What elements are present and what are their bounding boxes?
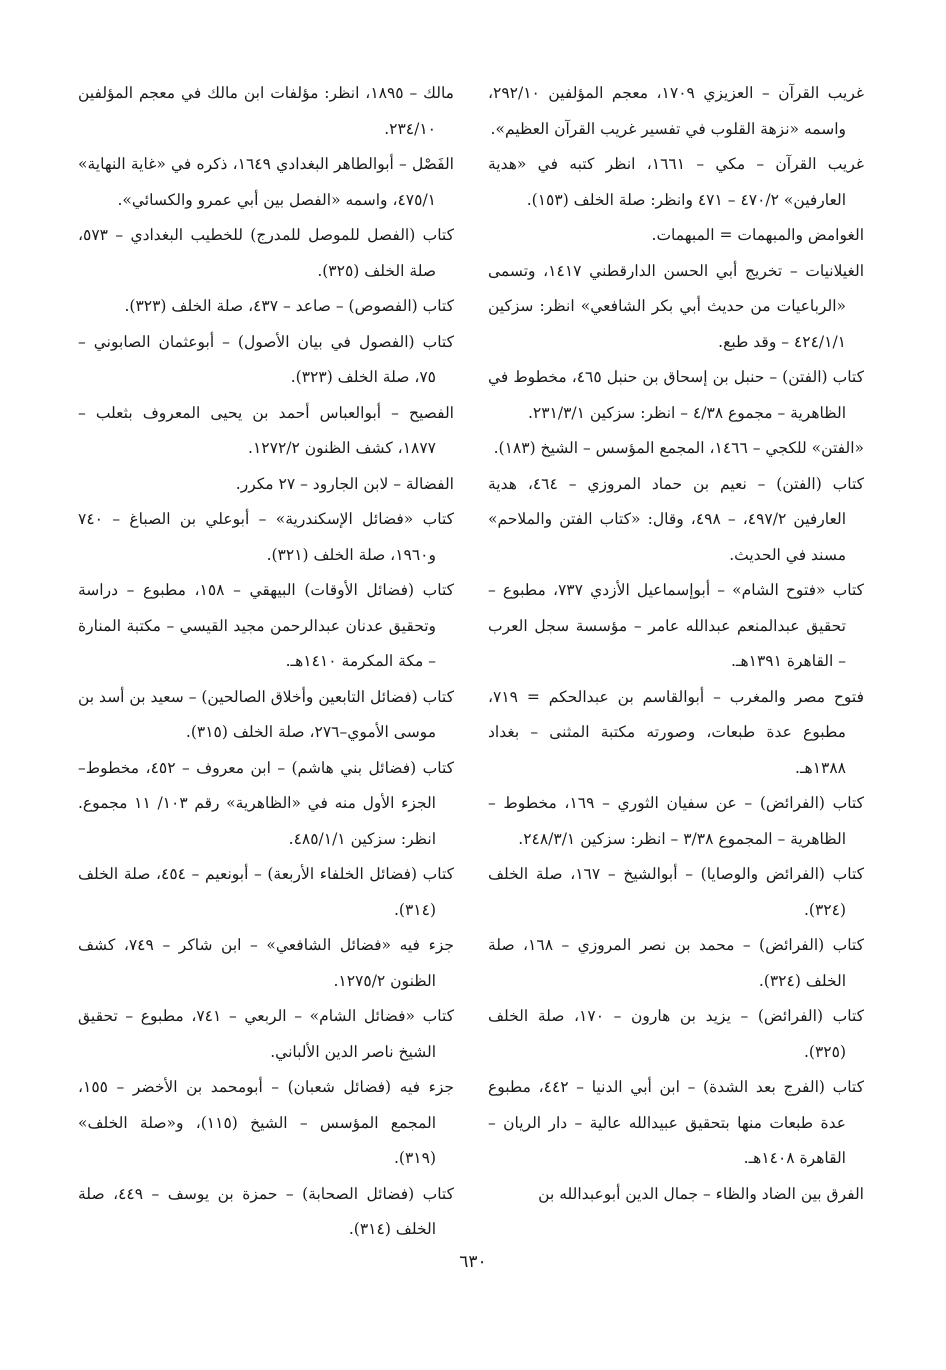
entry: كتاب «فتوح الشام» – أبوإسماعيل الأزدي ٧٣٧، مطبوع – تحقيق عبدالمنعم عبدالله عامر – مؤسسة سجل العرب – القاهرة ١٣٩١هـ. — [488, 581, 865, 670]
entry: كتاب (الفرائض) – يزيد بن هارون – ١٧٠، صلة الخلف (٣٢٥). — [488, 1007, 864, 1061]
entry: كتاب (الفصوص) – صاعد – ٤٣٧، صلة الخلف (٣٢٣). — [124, 297, 454, 315]
page-number: ٦٣٠ — [459, 1252, 487, 1272]
entry: الفرق بين الضاد والظاء – جمال الدين أبوعبدالله بن — [538, 1184, 864, 1203]
entry: الفصيح – أبوالعباس أحمد بن يحيى المعروف بثعلب – ١٨٧٧، كشف الظنون ١٢٧٢/٢. — [78, 403, 454, 457]
entry: مالك – ١٨٩٥، انظر: مؤلفات ابن مالك في معجم المؤلفين ٢٣٤/١٠. — [78, 84, 454, 138]
entry: الفضالة – لابن الجارود – ٢٧ مكرر. — [235, 474, 454, 493]
left-column — [78, 76, 454, 1248]
entry: كتاب (الفصل للموصل للمدرج) للخطيب البغدادي – ٥٧٣، صلة الخلف (٣٢٥). — [78, 226, 454, 280]
entry: كتاب (الفتن) – نعيم بن حماد المروزي – ٤٦٤، هدية العارفين ٤٩٧/٢، – ٤٩٨، وقال: «كتاب الفتن والملاحم» مسند في الحديث. — [488, 474, 865, 564]
entry: الغيلانيات – تخريج أبي الحسن الدارقطني ١٤١٧، وتسمى «الرباعيات من حديث أبي بكر الشافعي» انظر: سزكين ٤٢٤/١/١ – وقد طبع. — [488, 261, 864, 351]
entry: كتاب (الفرائض) – عن سفيان الثوري – ١٦٩، مخطوط – الظاهرية – المجموع ٣/٣٨ – انظر: سزكين ٢٤٨/٣/١. — [488, 794, 864, 848]
entry: كتاب (فضائل الصحابة) – حمزة بن يوسف – ٤٤٩، صلة الخلف (٣١٤). — [78, 1184, 454, 1238]
entry: كتاب (فضائل بني هاشم) – ابن معروف – ٤٥٢، مخطوط– الجزء الأول منه في «الظاهرية» رقم ١٠٣/ ١١ مجموع. انظر: سزكين ٤٨٥/١/١. — [78, 758, 455, 848]
entry: كتاب «فضائل الإسكندرية» – أبوعلي بن الصباغ – ٧٤٠ و١٩٦٠، صلة الخلف (٣٢١). — [78, 510, 454, 564]
entry: جزء فيه (فضائل شعبان) – أبومحمد بن الأخضر – ١٥٥، المجمع المؤسس – الشيخ (١١٥)، و«صلة الخلف» (٣١٩). — [78, 1078, 454, 1167]
entry: كتاب «فضائل الشام» – الربعي – ٧٤١، مطبوع – تحقيق الشيخ ناصر الدين الألباني. — [78, 1007, 454, 1061]
entry: «الفتن» للكجي – ١٤٦٦، المجمع المؤسس – الشيخ (١٨٣). — [493, 439, 864, 457]
entry: الغوامض والمبهمات = المبهمات. — [651, 226, 864, 244]
entry: كتاب (الفصول في بيان الأصول) – أبوعثمان الصابوني – ٧٥، صلة الخلف (٣٢٣). — [78, 332, 454, 386]
entry: كتاب (الفرج بعد الشدة) – ابن أبي الدنيا – ٤٤٢، مطبوع عدة طبعات منها بتحقيق عبيدالله عالية – دار الريان – القاهرة ١٤٠٨هـ. — [488, 1078, 864, 1167]
entry: فتوح مصر والمغرب – أبوالقاسم بن عبدالحكم = ٧١٩، مطبوع عدة طبعات، وصورته مكتبة المثنى – بغداد ١٣٨٨هـ. — [488, 687, 864, 777]
entry: جزء فيه «فضائل الشافعي» – ابن شاكر – ٧٤٩، كشف الظنون ١٢٧٥/٢. — [78, 936, 454, 990]
entry: كتاب (فضائل الخلفاء الأربعة) – أبونعيم – ٤٥٤، صلة الخلف (٣١٤). — [78, 865, 454, 919]
entry: غريب القرآن – مكي – ١٦٦١، انظر كتبه في «هدية العارفين» ٤٧٠/٢ – ٤٧١ وانظر: صلة الخلف (١٥٣). — [488, 155, 864, 209]
entry: كتاب (فضائل التابعين وأخلاق الصالحين) – سعيد بن أسد بن موسى الأموي–٢٧٦، صلة الخلف (٣١٥). — [78, 687, 454, 741]
entry: كتاب (الفرائض والوصايا) – أبوالشيخ – ١٦٧، صلة الخلف (٣٢٤). — [488, 865, 864, 919]
right-column — [488, 76, 864, 1212]
entry: كتاب (فضائل الأوقات) البيهقي – ١٥٨، مطبوع – دراسة وتحقيق عدنان عبدالرحمن مجيد القيسي – مكتبة المنارة – مكة المكرمة ١٤١٠هـ. — [78, 581, 454, 670]
entry: كتاب (الفتن) – حنبل بن إسحاق بن حنبل ٤٦٥، مخطوط في الظاهرية – مجموع ٤/٣٨ – انظر: سزكين ٢٣١/٣/١. — [488, 368, 864, 422]
entry: الفَصْل – أبوالطاهر البغدادي ١٦٤٩، ذكره في «غاية النهاية» ٤٧٥/١، واسمه «الفصل بين أبي عمرو والكسائي». — [78, 155, 454, 209]
entry: كتاب (الفرائض) – محمد بن نصر المروزي – ١٦٨، صلة الخلف (٣٢٤). — [488, 936, 864, 990]
entry: غريب القرآن – العزيزي ١٧٠٩، معجم المؤلفين ٢٩٢/١٠، واسمه «نزهة القلوب في تفسير غريب القرآن العظيم». — [488, 84, 864, 138]
